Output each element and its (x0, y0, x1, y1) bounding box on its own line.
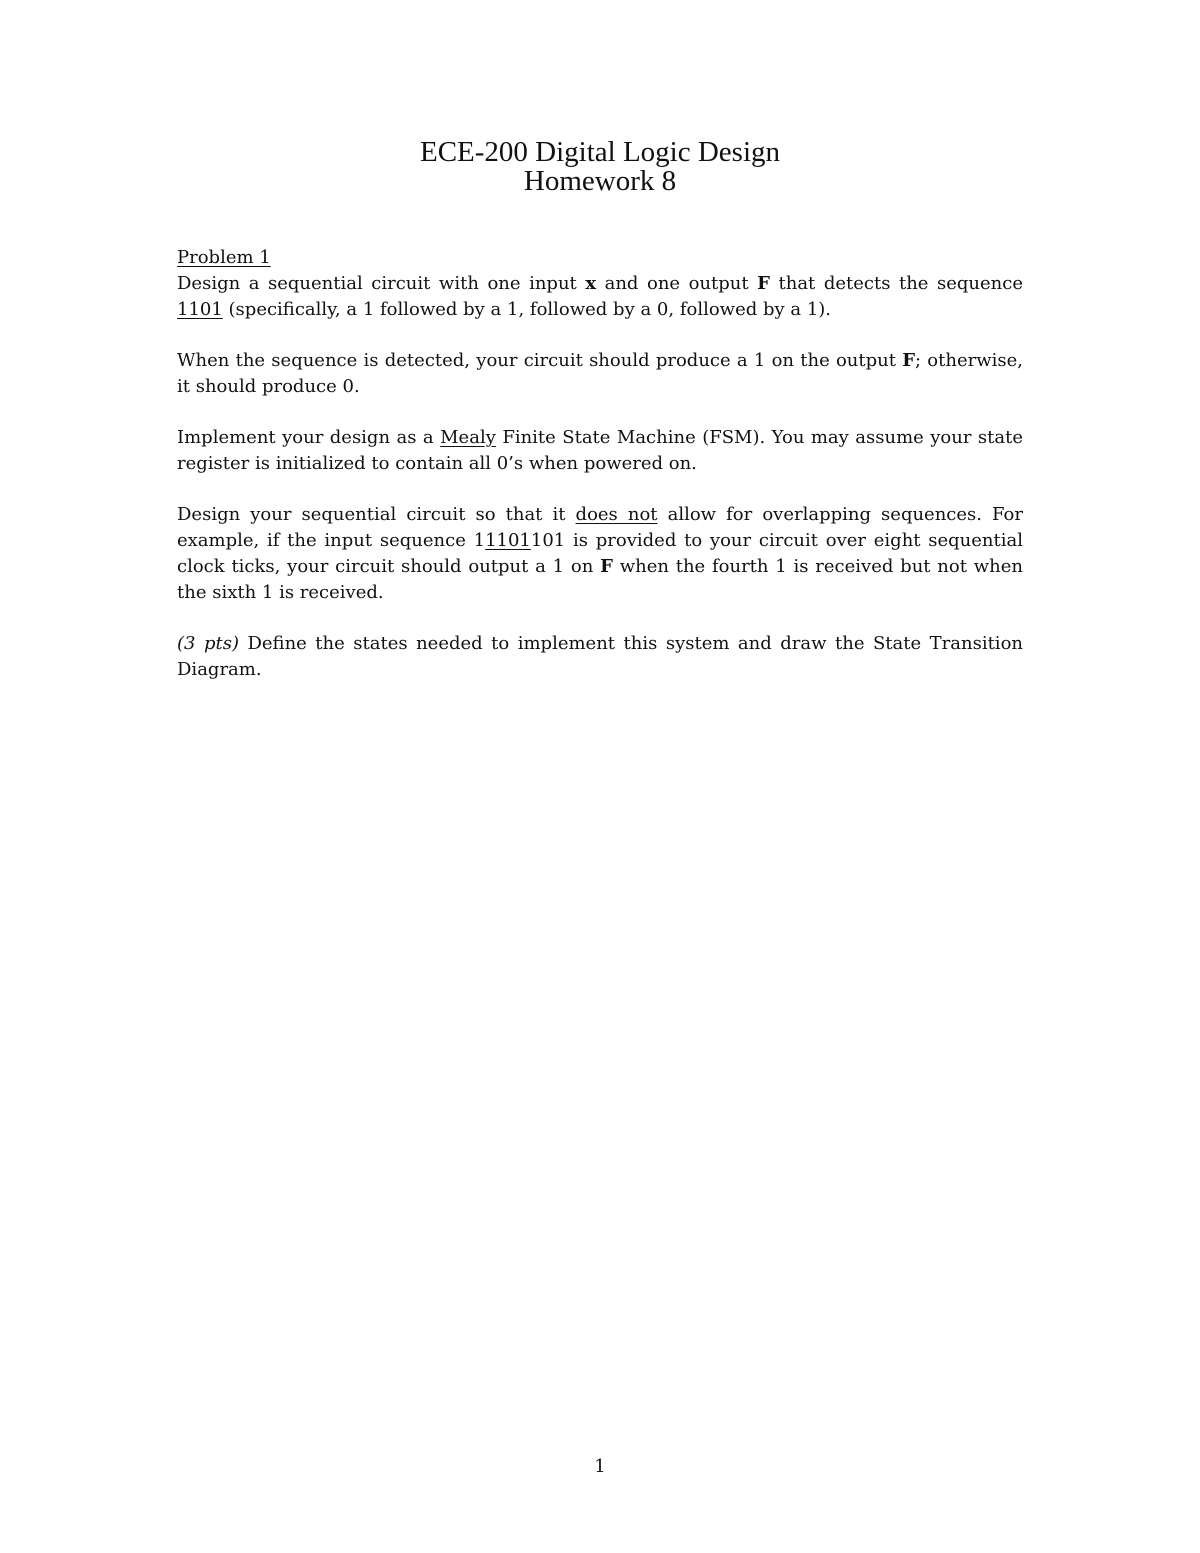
p3-text-a: Implement your design as a (177, 427, 441, 448)
example-sequence-start: 1 (473, 530, 486, 551)
page-number: 1 (594, 1456, 606, 1477)
homework-title: Homework 8 (523, 165, 677, 197)
course-title: ECE-200 Digital Logic Design (419, 136, 781, 168)
input-variable: x (585, 273, 597, 294)
problem-paragraph-5 (177, 631, 1023, 683)
points-label: (3 pts) (177, 633, 239, 654)
problem-paragraph-2 (177, 348, 1023, 400)
mealy-term: Mealy (440, 427, 496, 448)
target-sequence: 1101 (177, 299, 223, 320)
p1-text-d: (specifically, a 1 followed by a 1, followed by a 0, followed by a 1). (222, 299, 832, 320)
problem-paragraph-1 (177, 271, 1023, 323)
p4-text-a: Design your sequential circuit so that it (177, 504, 576, 525)
output-variable: F (600, 556, 613, 577)
p1-text-b: and one output (596, 273, 758, 294)
p5-text: Define the states needed to implement this system and draw the State Transition Diagram. (177, 633, 1023, 680)
problem-paragraph-3 (177, 425, 1023, 477)
p1-text-a: Design a sequential circuit with one input (177, 273, 586, 294)
does-not-emphasis: does not (575, 504, 658, 525)
p3-text-b: Finite State Machine (FSM). You may assume your state register is initialized to contain all 0’s when powered on. (177, 427, 1024, 474)
title-block (0, 138, 1200, 196)
p1-text-c: that detects the sequence (769, 273, 1023, 294)
example-sequence-match: 1101 (485, 530, 531, 551)
problem-heading: Problem 1 (177, 247, 271, 268)
example-sequence-end: 101 (530, 530, 566, 551)
p4-text-b: allow for overlapping sequences. For example, if the input sequence (177, 504, 1024, 551)
output-variable: F (757, 273, 770, 294)
p4-text-c: is provided to your circuit over eight sequential clock ticks, your circuit should output a 1 on (177, 530, 1024, 577)
problem-content (177, 245, 1023, 708)
problem-paragraph-4 (177, 502, 1023, 606)
p2-text-b: ; otherwise, it should produce 0. (177, 350, 1024, 397)
output-variable: F (902, 350, 915, 371)
p4-text-d: when the fourth 1 is received but not when the sixth 1 is received. (177, 556, 1023, 603)
p2-text-a: When the sequence is detected, your circuit should produce a 1 on the output (177, 350, 903, 371)
